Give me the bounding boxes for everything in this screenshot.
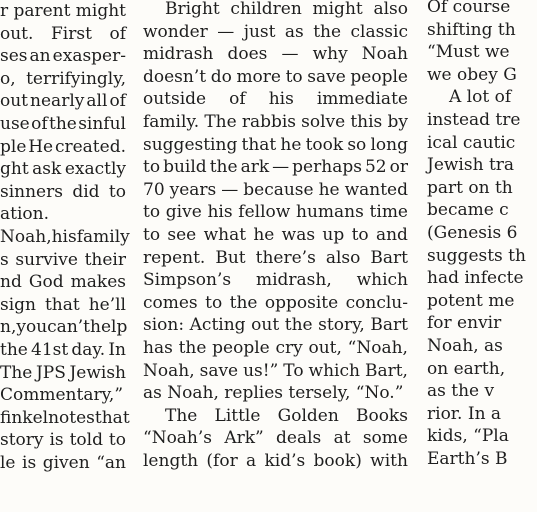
text-line: to build the ark — perhaps 52 or	[143, 157, 408, 178]
text-line: wonder — just as the classic	[143, 21, 408, 42]
text-line: Bright children might also	[165, 0, 408, 19]
text-line: to give his fellow humans time	[143, 202, 408, 223]
text-line: out. First of	[0, 23, 126, 44]
text-line: The Little Golden Books	[165, 405, 408, 426]
text-line: repent. But there’s also Bart	[143, 247, 408, 268]
text-line: Jewish tra	[427, 155, 515, 176]
text-line: Noah, his family	[0, 226, 130, 247]
text-line: “Must we	[427, 42, 510, 63]
text-line: as Noah, replies tersely, “No.”	[143, 383, 404, 404]
text-line: for envir	[427, 313, 502, 334]
left-text-column	[0, 0, 130, 474]
text-line: shifting th	[427, 19, 516, 40]
right-text-column	[427, 0, 537, 470]
text-line: instead tre	[427, 109, 521, 130]
text-line: r parent might	[0, 1, 126, 21]
text-line: length (for a kid’s book) with	[143, 450, 408, 471]
text-line: became c	[427, 200, 509, 221]
text-line: sinners did to	[0, 181, 126, 202]
text-line: we obey G	[427, 64, 517, 85]
text-line: outside of his immediate	[143, 89, 408, 110]
text-line: The JPS Jewish	[0, 362, 126, 383]
text-line: ght ask exactly	[0, 159, 126, 180]
middle-text-column	[143, 0, 408, 472]
text-line: Noah, as	[427, 335, 503, 356]
text-line: family. The rabbis solve this by	[143, 111, 408, 132]
text-line: rior. In a	[427, 403, 502, 424]
text-line: on earth,	[427, 358, 506, 379]
text-line: has the people cry out, “Noah,	[143, 337, 408, 358]
text-line: finkel notes that	[0, 407, 130, 428]
text-line: A lot of	[449, 87, 512, 108]
text-line: “Noah’s Ark” deals at some	[143, 428, 408, 449]
text-line: nd God makes	[0, 272, 126, 293]
text-line: use of the sinful	[0, 113, 126, 134]
text-line: o, terrifyingly,	[0, 68, 126, 89]
text-line: sion: Acting out the story, Bart	[143, 315, 408, 336]
text-line: ical cautic	[427, 132, 516, 153]
text-line: le is given “an	[0, 452, 126, 473]
text-line: story is told to	[0, 430, 126, 451]
text-line: Simpson’s midrash, which	[143, 270, 408, 291]
text-line: Of course	[427, 0, 511, 17]
text-line: sign that he’ll	[0, 294, 126, 315]
text-line: the 41st day. In	[0, 339, 126, 360]
text-line: suggesting that he took so long	[143, 134, 408, 155]
text-line: as the v	[427, 381, 495, 402]
text-line: suggests th	[427, 245, 526, 266]
text-line: comes to the opposite conclu-	[143, 292, 408, 313]
text-line: potent me	[427, 290, 515, 311]
text-line: Commentary,”	[0, 385, 124, 406]
text-line: (Genesis 6	[427, 222, 518, 243]
text-line: kids, “Pla	[427, 426, 509, 447]
text-line: n, you can’t help	[0, 317, 128, 338]
text-line: out nearly all of	[0, 91, 126, 112]
text-line: ple He created.	[0, 136, 126, 157]
text-line: part on th	[427, 177, 513, 198]
text-line: 70 years — because he wanted	[143, 179, 408, 200]
text-line: to see what he was up to and	[143, 224, 408, 245]
text-line: Earth’s B	[427, 448, 508, 469]
text-line: ation.	[0, 204, 49, 225]
text-line: ses an exasper-	[0, 46, 126, 67]
text-line: doesn’t do more to save people	[143, 66, 408, 87]
text-line: Noah, save us!” To which Bart,	[143, 360, 408, 381]
text-line: had infecte	[427, 268, 524, 289]
text-line: s survive their	[0, 249, 126, 270]
text-line: midrash does — why Noah	[143, 44, 408, 65]
